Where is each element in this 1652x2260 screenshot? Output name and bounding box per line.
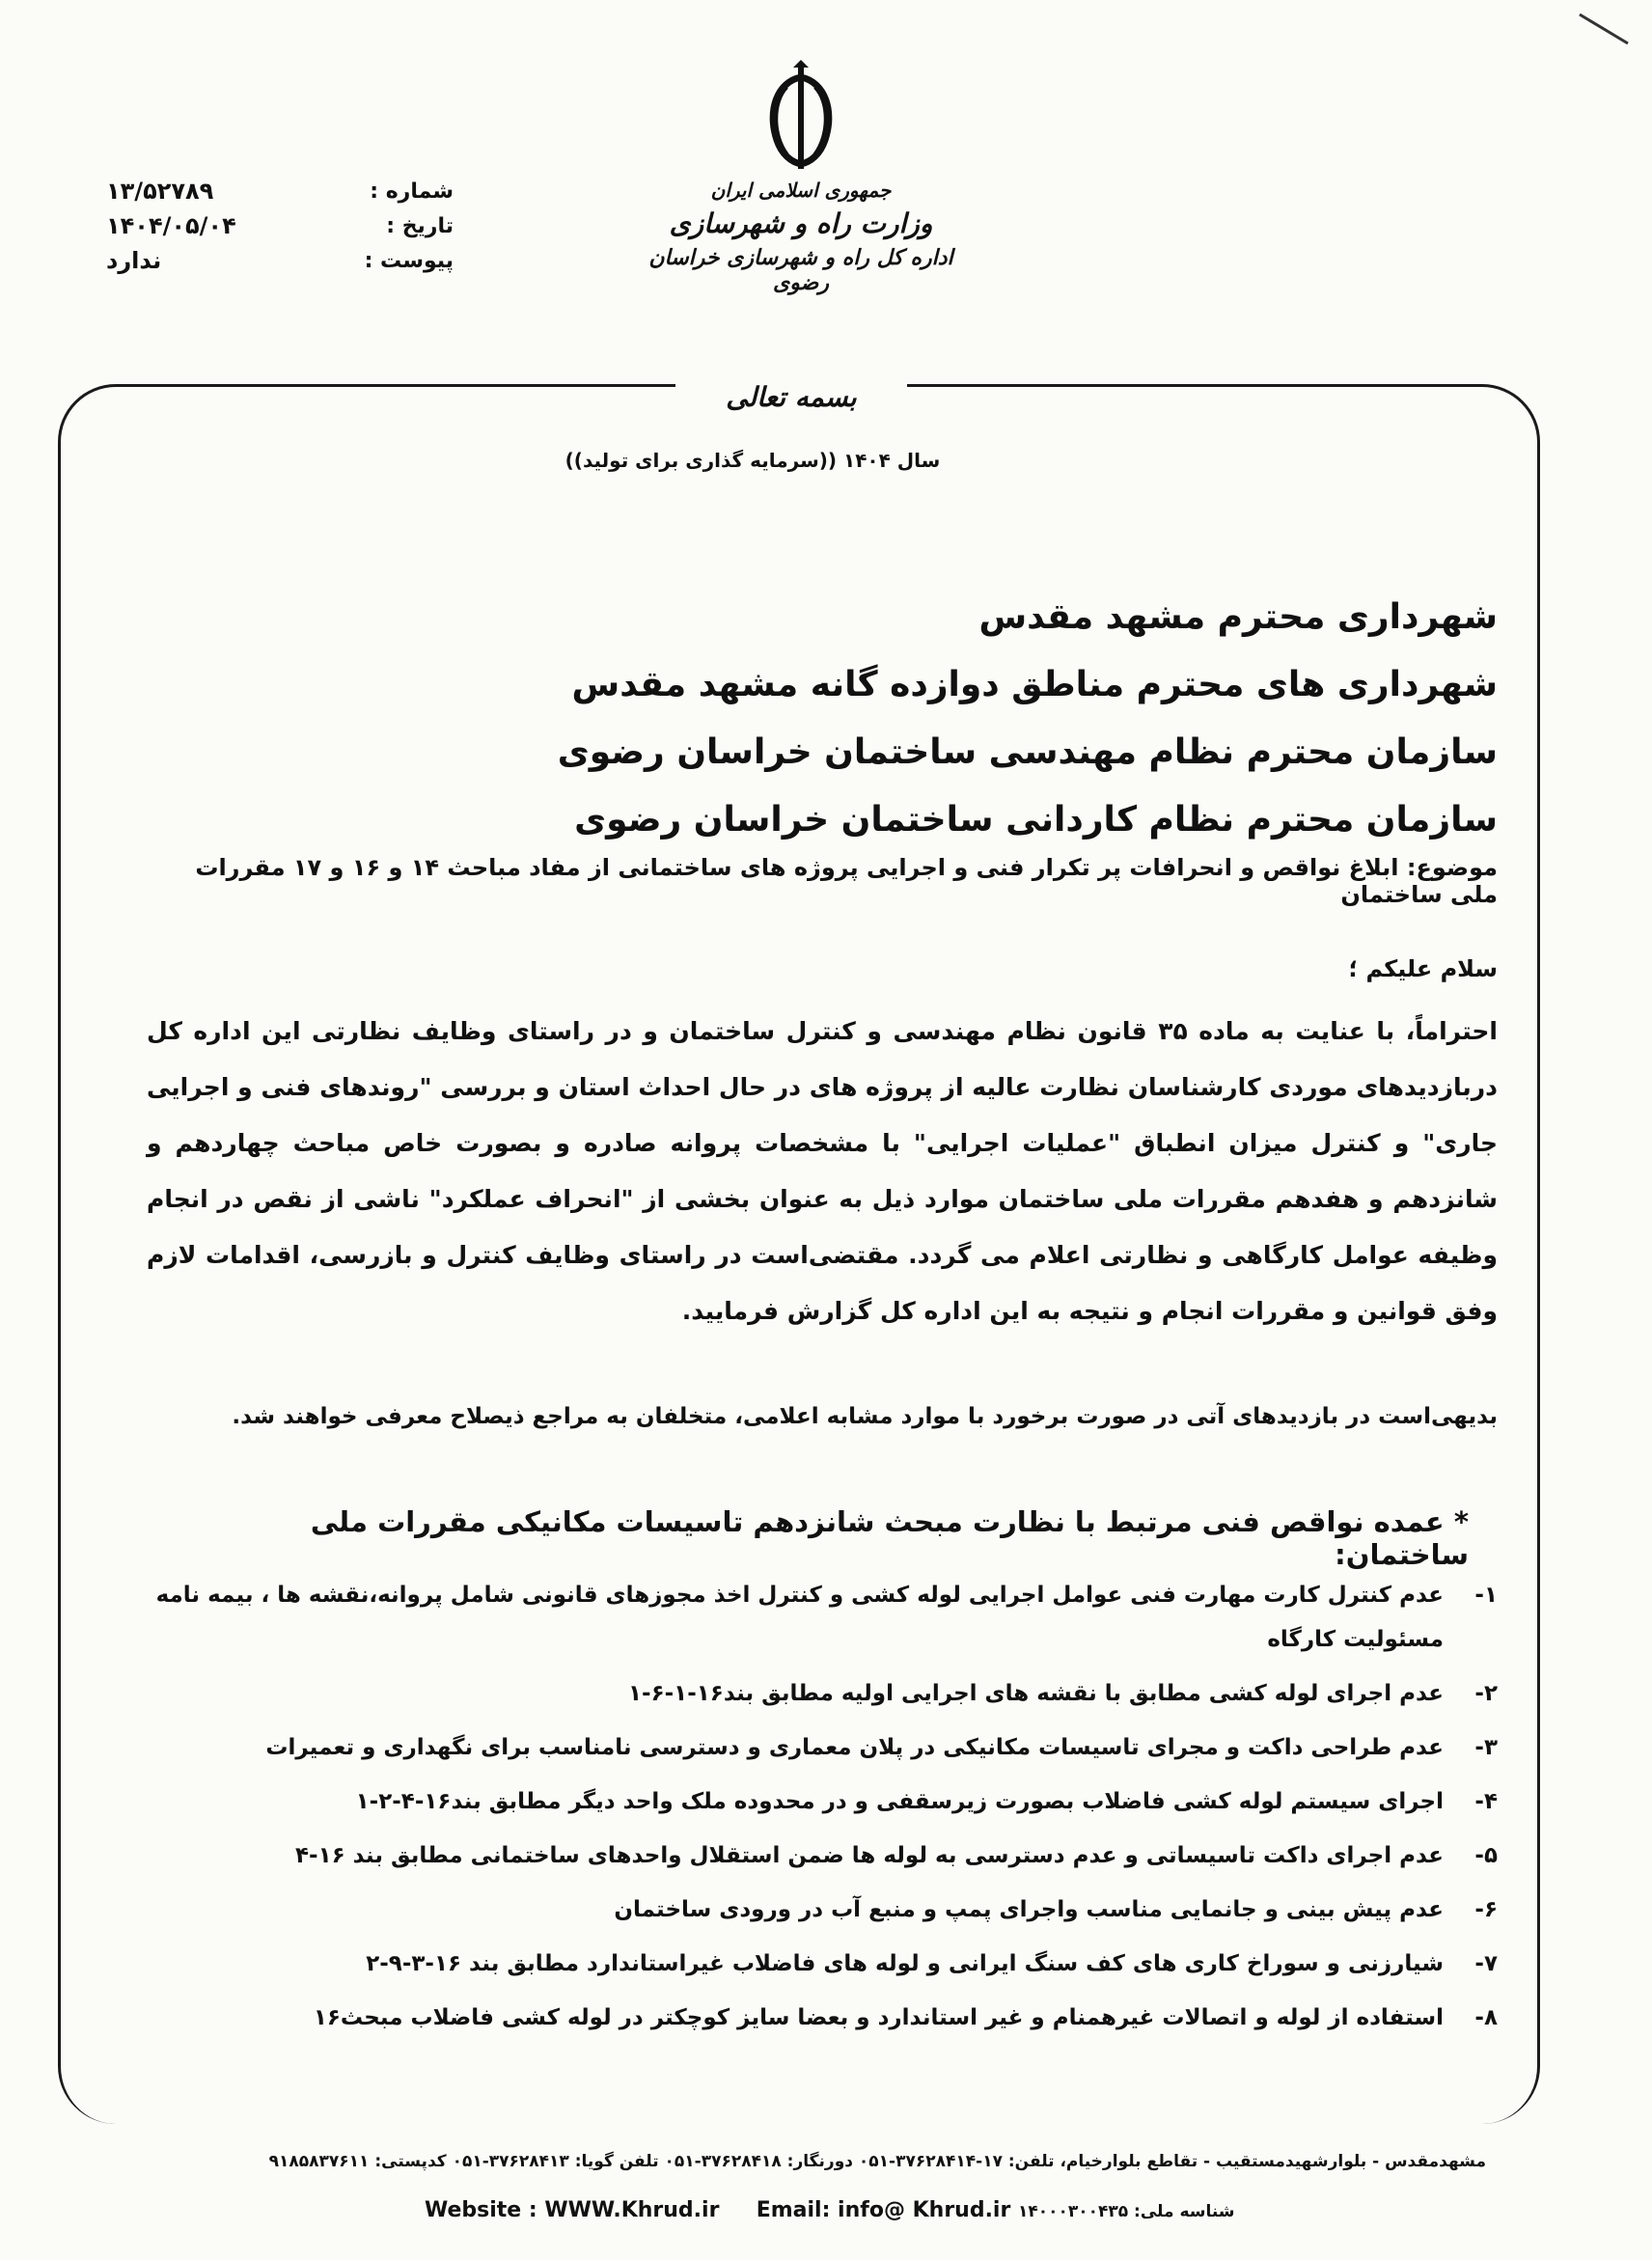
recipient: شهرداری محترم مشهد مقدس	[978, 597, 1498, 637]
item-text: اجرای سیستم لوله کشی فاضلاب بصورت زیرسقفی و در محدوده ملک واحد دیگر مطابق بند۱۶-۴-۲-۱	[355, 1789, 1444, 1814]
letter-subject: موضوع: ابلاغ نواقص و انحرافات پر تکرار فنی و اجرایی پروژه های ساختمانی از مفاد مباحث ۱۴ و ۱۶ و ۱۷ مقررات ملی ساختمان	[195, 854, 1498, 908]
item-text: عدم اجرای داکت تاسیساتی و عدم دسترسی به لوله ها ضمن استقلال واحدهای ساختمانی مطابق بند ۱۶-۴	[294, 1843, 1444, 1868]
item-number: ۲-	[1474, 1681, 1498, 1706]
year-slogan: سال ۱۴۰۴ ((سرمایه گذاری برای تولید))	[564, 449, 941, 472]
item-text: استفاده از لوله و اتصالات غیرهمنام و غیر استاندارد و بعضا سایز کوچکتر در لوله کشی فاضلاب مبحث۱۶	[313, 2005, 1444, 2030]
footer-contact	[425, 2198, 1438, 2222]
item-text: عدم طراحی داکت و مجرای تاسیسات مکانیکی در پلان معماری و دسترسی نامناسب برای نگهداری و تعمیرات	[265, 1735, 1444, 1760]
item-text: عدم کنترل کارت مهارت فنی عوامل اجرایی لوله کشی و کنترل اخذ مجوزهای قانونی شامل پروانه،نقشه ها ، بیمه نامه مسئولیت کارگاه	[155, 1583, 1444, 1652]
letter-number-value: ۱۳/۵۲۷۸۹	[106, 178, 214, 205]
list-item	[118, 1888, 1498, 1932]
footer-website[interactable]: Website : WWW.Khrud.ir	[425, 2198, 720, 2222]
footer-email[interactable]: Email: info@ Khrud.ir	[756, 2198, 1011, 2222]
iran-emblem-icon	[743, 58, 859, 183]
item-text: عدم پیش بینی و جانمایی مناسب واجرای پمپ و منبع آب در ورودی ساختمان	[614, 1897, 1444, 1922]
recipient: سازمان محترم نظام مهندسی ساختمان خراسان رضوی	[557, 732, 1498, 772]
letter-date-row	[106, 208, 454, 243]
list-item	[118, 1779, 1498, 1824]
list-item	[118, 1573, 1498, 1662]
directorate-name: اداره کل راه و شهرسازی خراسان رضوی	[648, 245, 953, 295]
item-number: ۱-	[1474, 1583, 1498, 1608]
footer-national-id: شناسه ملی: ۱۴۰۰۰۳۰۰۴۳۵	[1018, 2202, 1235, 2221]
item-number: ۶-	[1474, 1897, 1498, 1922]
list-item	[118, 1996, 1498, 2040]
list-item	[118, 1725, 1498, 1770]
country-name: جمهوری اسلامی ایران	[710, 179, 892, 202]
letter-attachment-value: ندارد	[106, 247, 162, 274]
ministry-header	[618, 179, 984, 295]
letter-meta	[106, 174, 454, 278]
ministry-name: وزارت راه و شهرسازی	[669, 207, 933, 239]
greeting: سلام علیکم ؛	[1348, 955, 1498, 982]
basmala: بسمه تعالی	[726, 381, 857, 413]
deficiency-list	[118, 1573, 1498, 2050]
recipient: سازمان محترم نظام کاردانی ساختمان خراسان رضوی	[574, 800, 1498, 840]
letter-number-row	[106, 174, 454, 208]
letter-date-label: تاریخ :	[386, 213, 454, 238]
section-title: * عمده نواقص فنی مرتبط با نظارت مبحث شانزدهم تاسیسات مکانیکی مقررات ملی ساختمان:	[310, 1505, 1469, 1571]
letter-body: احتراماً، با عنایت به ماده ۳۵ قانون نظام مهندسی و کنترل ساختمان و در راستای وظایف نظارتی این اداره کل دربازدیدهای موردی کارشناسان نظارت عالیه از پروژه های در حال احداث استان و بررسی "روندهای فنی و اجرایی جاری" و کنترل میزان انطباق "عملیات اجرایی" با مشخصات پروانه صادره و بصورت خاص مباحث چهاردهم و شانزدهم و هفدهم مقررات ملی ساختمان موارد ذیل به عنوان بخشی از "انحراف عملکرد" ناشی از نقص در انجام وظیفه عوامل کارگاهی و نظارتی اعلام می گردد. مقتضی‌است در راستای وظایف کنترل و بازرسی، اقدامات لازم وفق قوانین و مقررات انجام و نتیجه به این اداره کل گزارش فرمایید.	[147, 1017, 1499, 1325]
item-number: ۳-	[1474, 1735, 1498, 1760]
list-item	[118, 1942, 1498, 1986]
item-number: ۵-	[1474, 1843, 1498, 1868]
item-text: شیارزنی و سوراخ کاری های کف سنگ ایرانی و لوله های فاضلاب غیراستاندارد مطابق بند ۱۶-۳-۹-۲	[366, 1951, 1444, 1976]
letter-attachment-row	[106, 243, 454, 278]
item-number: ۷-	[1474, 1951, 1498, 1976]
list-item	[118, 1671, 1498, 1716]
recipients-list	[436, 584, 1498, 854]
letter-date-value: ۱۴۰۴/۰۵/۰۴	[106, 212, 236, 239]
page-corner-fold-icon	[1575, 10, 1633, 48]
item-number: ۴-	[1474, 1789, 1498, 1814]
warning-note: بدیهی‌است در بازدیدهای آتی در صورت برخورد با موارد مشابه اعلامی، متخلفان به مراجع ذیصلاح معرفی خواهند شد.	[232, 1404, 1498, 1429]
item-text: عدم اجرای لوله کشی مطابق با نقشه های اجرایی اولیه مطابق بند۱۶-۱-۶-۱	[627, 1681, 1444, 1706]
item-number: ۸-	[1474, 2005, 1498, 2030]
recipient: شهرداری های محترم مناطق دوازده گانه مشهد مقدس	[571, 665, 1498, 704]
list-item	[118, 1833, 1498, 1878]
letter-attachment-label: پیوست :	[364, 248, 454, 273]
footer-address: مشهدمقدس - بلوارشهیدمستقیب - تقاطع بلوارخیام، تلفن: ۱۷-۳۷۶۲۸۴۱۴-۰۵۱ دورنگار: ۳۷۶۲۸۴۱۸-۰۵۱ تلفن گویا: ۳۷۶۲۸۴۱۳-۰۵۱ کدپستی: ۹۱۸۵۸۳۷۶۱۱	[268, 2152, 1486, 2171]
letter-number-label: شماره :	[370, 179, 454, 204]
